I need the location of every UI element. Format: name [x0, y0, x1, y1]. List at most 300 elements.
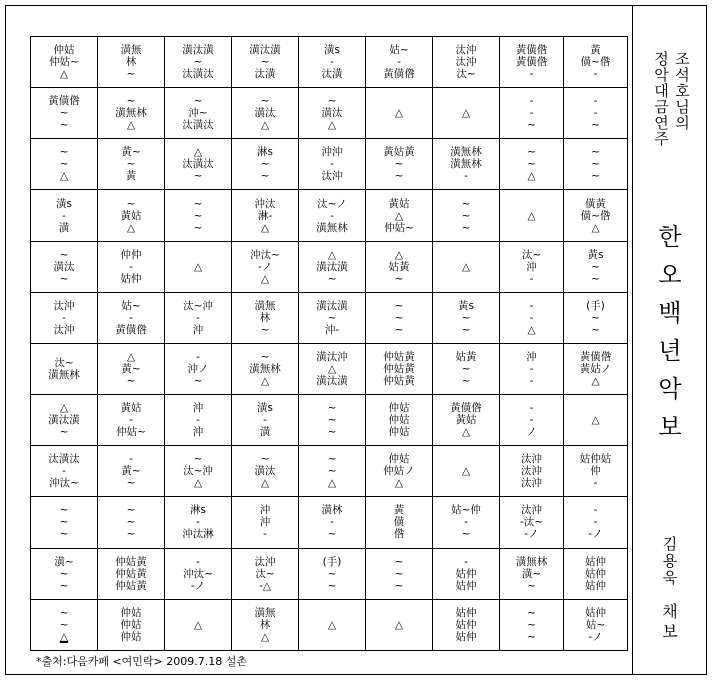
note-cell — [366, 37, 433, 88]
note-line: - — [129, 453, 133, 466]
note-line: △ — [59, 68, 69, 81]
note-line: 黃~ — [121, 146, 141, 159]
note-cell — [299, 37, 366, 88]
note-line: ~ — [327, 311, 337, 324]
note-line: ~ — [461, 323, 471, 336]
note-cell — [433, 446, 500, 497]
note-line: ~ — [126, 477, 136, 490]
note-cell — [31, 599, 98, 650]
note-line: △ — [394, 618, 404, 631]
note-line: ~ — [394, 170, 404, 183]
note-line: 潢汰 — [254, 107, 276, 120]
note-line: ~ — [394, 323, 404, 336]
grid-row — [31, 139, 628, 190]
note-line: 汰潢汰 — [182, 68, 214, 81]
note-cell — [564, 241, 628, 292]
note-line: △ — [394, 248, 404, 261]
note-line: 姑仲 — [455, 630, 477, 643]
note-cell — [232, 241, 299, 292]
note-cell — [98, 292, 165, 343]
note-line: ~ — [193, 209, 203, 222]
note-line: ~ — [394, 579, 404, 592]
note-cell — [232, 292, 299, 343]
note-line: 潢汰潢 — [316, 299, 348, 312]
note-line: 潢無 — [254, 606, 276, 619]
note-cell — [500, 446, 564, 497]
note-line: 仲姑 — [120, 606, 142, 619]
note-line: - — [129, 311, 133, 324]
note-cell — [31, 190, 98, 241]
note-line: 汰~ — [54, 357, 74, 370]
note-line: 仲姑 — [53, 44, 75, 57]
note-line: 汰~ — [456, 68, 476, 81]
note-line: 仲姑 — [388, 453, 410, 466]
note-line: 仲姑 — [120, 630, 142, 643]
note-line: 姑~ — [585, 618, 606, 631]
note-line: 沖 — [192, 323, 204, 336]
note-line: - — [330, 209, 334, 222]
note-cell — [98, 139, 165, 190]
note-line: △ — [260, 221, 270, 234]
note-cell — [366, 292, 433, 343]
note-cell — [98, 548, 165, 599]
note-line: 汰~ノ — [317, 197, 347, 210]
note-line: ~ — [591, 311, 600, 324]
note-line: ~ — [260, 323, 270, 336]
transcriber-name — [660, 536, 680, 587]
action-char: 채 — [662, 602, 678, 621]
note-cell — [232, 37, 299, 88]
note-line: 潢無 — [254, 299, 276, 312]
note-line: ~ — [591, 272, 600, 285]
note-line: 潢無林 — [515, 555, 548, 568]
note-line: ~ — [394, 272, 404, 285]
note-cell — [165, 446, 232, 497]
note-line: 潢~ — [521, 567, 542, 580]
note-line: △ — [193, 477, 203, 490]
note-line: 沖 — [192, 402, 204, 415]
note-line: ~ — [193, 375, 203, 388]
note-cell — [500, 395, 564, 446]
note-cell — [299, 497, 366, 548]
note-cell — [232, 548, 299, 599]
note-line: 僙 — [393, 516, 405, 529]
note-line: (手) — [586, 299, 605, 312]
note-line: 潢汰潢 — [316, 260, 348, 273]
note-line: ~ — [591, 119, 600, 132]
note-line: ~ — [591, 158, 600, 171]
note-line: ~ — [59, 516, 69, 529]
note-line: - — [62, 311, 66, 324]
note-line: ~ — [327, 567, 337, 580]
note-cell — [564, 190, 628, 241]
note-cell — [165, 88, 232, 139]
note-cell — [31, 139, 98, 190]
note-cell — [366, 395, 433, 446]
note-cell — [31, 88, 98, 139]
note-line: 沖- — [324, 323, 340, 336]
note-line: 仲姑黃 — [115, 579, 147, 592]
note-line: 姑仲姑 — [579, 453, 612, 466]
note-cell — [299, 548, 366, 599]
note-line: ~ — [59, 158, 69, 171]
note-line: △ — [59, 402, 69, 415]
note-line: -ノ — [524, 528, 539, 541]
note-line: -汰~ — [519, 516, 544, 529]
note-line: - — [529, 402, 534, 415]
note-line: △ — [527, 323, 536, 336]
note-line: △ — [394, 477, 404, 490]
note-line: ~ — [591, 323, 600, 336]
note-line: ~ — [260, 158, 270, 171]
note-line: ~ — [59, 567, 69, 580]
note-cell — [366, 241, 433, 292]
note-cell — [232, 343, 299, 394]
note-cell — [564, 446, 628, 497]
note-line: 黃 — [590, 44, 601, 57]
note-cell — [500, 139, 564, 190]
credit-line-1: 조석호님의 — [673, 51, 691, 131]
note-line: ~ — [527, 119, 536, 132]
note-line: △ — [260, 375, 270, 388]
note-line: 姑~ — [389, 44, 409, 57]
note-line: ~ — [260, 351, 270, 364]
note-line: - — [330, 56, 334, 69]
note-cell — [433, 37, 500, 88]
note-line: △ — [59, 170, 69, 183]
note-cell — [500, 292, 564, 343]
note-line: - — [196, 516, 200, 529]
note-cell — [98, 88, 165, 139]
note-line: ~ — [527, 630, 536, 643]
note-cell — [500, 88, 564, 139]
note-cell — [299, 292, 366, 343]
note-line: 沖汰 — [254, 197, 276, 210]
note-line: △ — [327, 618, 337, 631]
note-line: -ノ — [588, 630, 603, 643]
note-cell — [165, 599, 232, 650]
note-line: ~ — [126, 504, 136, 517]
note-line: 黃姑 — [120, 209, 142, 222]
note-line: 黃 — [393, 504, 405, 517]
note-line: - — [593, 107, 598, 120]
note-line: 黃僙倃 — [115, 323, 147, 336]
note-line: 姑黃 — [455, 351, 477, 364]
note-line: 仲姑黃 — [383, 363, 415, 376]
grid-row — [31, 190, 628, 241]
note-line: - — [196, 555, 200, 568]
title-char: 오 — [658, 261, 682, 289]
note-cell — [500, 190, 564, 241]
note-line: ~ — [394, 567, 404, 580]
note-line: - — [62, 209, 66, 222]
note-line: 僙黃 — [585, 197, 606, 210]
note-line: - — [196, 351, 200, 364]
note-line: ~ — [527, 158, 536, 171]
note-line: ~ — [327, 453, 337, 466]
note-line: ~ — [126, 95, 136, 108]
note-line: 汰潢汰 — [182, 119, 214, 132]
note-line: 黃姑 — [120, 402, 142, 415]
note-line: -ノ — [190, 579, 206, 592]
note-line: - — [397, 56, 401, 69]
note-cell — [500, 548, 564, 599]
note-line: △ — [59, 630, 69, 643]
note-line: 汰沖 — [254, 555, 276, 568]
note-line: △ — [327, 119, 337, 132]
note-line: 潢 — [259, 426, 271, 439]
note-line: 仲姑 — [388, 414, 410, 427]
note-line: 姑仲 — [455, 579, 477, 592]
note-line: 汰潢 — [321, 68, 343, 81]
note-line: ~ — [461, 311, 471, 324]
source-footer: *출처:다음카페 <여민락> 2009.7.18 설촌 — [30, 650, 627, 674]
note-cell — [500, 343, 564, 394]
note-line: △ — [461, 107, 471, 120]
note-line: △ — [193, 146, 203, 159]
note-line: 汰潢 — [254, 68, 276, 81]
note-line: 沖汰~ — [250, 248, 280, 261]
note-cell — [232, 497, 299, 548]
note-line: ~ — [193, 95, 203, 108]
note-cell — [98, 395, 165, 446]
note-line: 黃s — [458, 299, 474, 312]
note-line: 汰沖 — [521, 504, 542, 517]
note-cell — [98, 343, 165, 394]
note-cell — [564, 343, 628, 394]
note-cell — [31, 548, 98, 599]
note-line: 潢s — [324, 44, 340, 57]
note-line: - — [263, 528, 267, 541]
note-line: 潢汰潢 — [182, 44, 214, 57]
note-line: ~ — [591, 260, 600, 273]
note-line: 姑仲 — [585, 579, 606, 592]
note-line: 黃僙倃 — [579, 351, 612, 364]
note-line: - — [129, 260, 133, 273]
note-line: 潢 — [58, 221, 70, 234]
grid-row — [31, 497, 628, 548]
note-line: ~ — [59, 618, 69, 631]
note-line: (手) — [322, 555, 342, 568]
author-char: 김 — [662, 535, 678, 553]
note-line: 仲姑黃 — [115, 555, 147, 568]
note-line: ~ — [193, 453, 203, 466]
note-line: 潢無林 — [450, 158, 482, 171]
note-cell — [366, 88, 433, 139]
note-line: 汰~ — [521, 248, 542, 261]
grid-row — [31, 292, 628, 343]
note-line: 潢林 — [321, 504, 343, 517]
note-line: △ — [327, 363, 337, 376]
note-line: ~ — [59, 528, 69, 541]
note-cell — [299, 599, 366, 650]
note-line: ~ — [461, 209, 471, 222]
note-cell — [299, 139, 366, 190]
note-line: △ — [126, 221, 136, 234]
note-line: - — [529, 375, 534, 388]
note-line: △ — [461, 426, 471, 439]
note-cell — [366, 139, 433, 190]
grid-row — [31, 548, 628, 599]
note-line: -△ — [259, 579, 271, 592]
note-line: 黃僙倃 — [515, 44, 548, 57]
note-line: ~ — [126, 528, 136, 541]
note-cell — [500, 599, 564, 650]
note-line: 仲姑~ — [116, 426, 146, 439]
note-line: ~ — [461, 363, 471, 376]
note-line: 姑仲 — [585, 606, 606, 619]
note-line: 沖 — [259, 504, 271, 517]
note-line: 潢無林 — [48, 369, 80, 382]
note-line: 姑~仲 — [451, 504, 481, 517]
note-line: 潢汰 — [254, 465, 276, 478]
note-cell — [366, 599, 433, 650]
grid-row — [31, 446, 628, 497]
note-cell — [165, 190, 232, 241]
note-line: 汰沖 — [455, 56, 477, 69]
note-cell — [165, 343, 232, 394]
note-line: 淋s — [190, 504, 206, 517]
note-cell — [232, 190, 299, 241]
note-cell — [564, 139, 628, 190]
note-line: 仲仲 — [120, 248, 142, 261]
note-line: - — [129, 414, 133, 427]
note-line: - — [464, 516, 468, 529]
note-line: 姑~ — [121, 299, 141, 312]
note-line: 潢汰潢 — [316, 375, 348, 388]
note-line: 潢無林 — [115, 107, 147, 120]
note-line: - — [593, 68, 598, 81]
note-cell — [433, 190, 500, 241]
note-line: 黃僙倃 — [48, 95, 80, 108]
note-line: - — [464, 555, 468, 568]
note-line: 汰沖 — [521, 453, 542, 466]
note-cell — [165, 497, 232, 548]
note-cell — [500, 241, 564, 292]
note-line: 潢s — [56, 197, 72, 210]
note-line: △ — [327, 477, 337, 490]
note-cell — [165, 37, 232, 88]
note-line: ノ — [526, 426, 537, 439]
note-cell — [31, 37, 98, 88]
note-line: ~ — [193, 56, 203, 69]
note-line: 仲姑~ — [49, 56, 79, 69]
note-line: - — [529, 299, 534, 312]
note-line: ~ — [327, 426, 337, 439]
note-line: ~ — [394, 158, 404, 171]
note-cell — [232, 88, 299, 139]
note-line: △ — [126, 119, 136, 132]
note-cell — [165, 241, 232, 292]
note-line: 姑仲 — [585, 555, 606, 568]
title-char: 악 — [658, 375, 682, 403]
note-line: 林 — [125, 56, 137, 69]
note-cell — [564, 292, 628, 343]
note-cell — [98, 37, 165, 88]
note-line: - — [62, 465, 66, 478]
note-line: ~ — [59, 146, 69, 159]
note-line: 潢無林 — [316, 221, 348, 234]
note-line: ~ — [327, 272, 337, 285]
grid-row — [31, 395, 628, 446]
note-line: ~ — [126, 158, 136, 171]
note-line: △ — [461, 260, 471, 273]
note-line: - — [529, 363, 534, 376]
note-line: 沖 — [259, 516, 271, 529]
note-cell — [433, 139, 500, 190]
note-line: ~ — [59, 426, 69, 439]
note-line: - — [529, 414, 534, 427]
grid-row — [31, 88, 628, 139]
note-line: 潢s — [257, 402, 273, 415]
note-line: - — [529, 311, 534, 324]
note-line: 林 — [259, 618, 271, 631]
note-line: ~ — [461, 375, 471, 388]
note-line: ~ — [591, 170, 600, 183]
note-line: △ — [327, 248, 337, 261]
note-line: ~ — [59, 504, 69, 517]
note-cell — [366, 343, 433, 394]
note-cell — [299, 395, 366, 446]
note-line: 汰沖 — [53, 299, 75, 312]
note-cell — [299, 88, 366, 139]
note-line: - — [330, 158, 334, 171]
note-line: 沖~ — [188, 107, 208, 120]
note-cell — [433, 548, 500, 599]
note-line: 沖汰~ — [183, 567, 213, 580]
note-cell — [564, 548, 628, 599]
note-line: ~ — [126, 375, 136, 388]
note-line: 淋s — [257, 146, 273, 159]
title-char: 보 — [658, 413, 682, 441]
note-line: - — [330, 516, 334, 529]
note-cell — [366, 190, 433, 241]
note-line: △ — [260, 477, 270, 490]
title-char: 한 — [658, 223, 682, 251]
note-cell — [31, 241, 98, 292]
note-line: ~ — [327, 402, 337, 415]
note-line: 汰沖 — [321, 170, 343, 183]
note-cell — [31, 395, 98, 446]
note-line: 姑仲 — [455, 606, 477, 619]
note-line: ~ — [193, 170, 203, 183]
note-cell — [165, 395, 232, 446]
note-line: △ — [260, 119, 270, 132]
note-line: 沖沖 — [321, 146, 343, 159]
note-cell — [433, 292, 500, 343]
title-panel — [633, 6, 706, 674]
note-line: ~ — [394, 299, 404, 312]
note-line: 仲姑ノ — [383, 465, 415, 478]
note-line: 潢汰沖 — [316, 351, 348, 364]
note-cell — [232, 139, 299, 190]
note-cell — [98, 446, 165, 497]
action-char: 보 — [662, 622, 678, 641]
note-cell — [564, 37, 628, 88]
note-cell — [433, 88, 500, 139]
note-cell — [31, 343, 98, 394]
note-line: 汰~沖 — [183, 465, 213, 478]
note-line: 仲 — [590, 465, 601, 478]
grid-row — [31, 599, 628, 650]
note-line: 仲姑 — [388, 402, 410, 415]
note-line: 沖汰淋 — [182, 528, 214, 541]
note-line: ~ — [260, 95, 270, 108]
note-cell — [366, 446, 433, 497]
note-line: - — [529, 107, 534, 120]
note-line: - — [529, 95, 534, 108]
note-cell — [299, 343, 366, 394]
